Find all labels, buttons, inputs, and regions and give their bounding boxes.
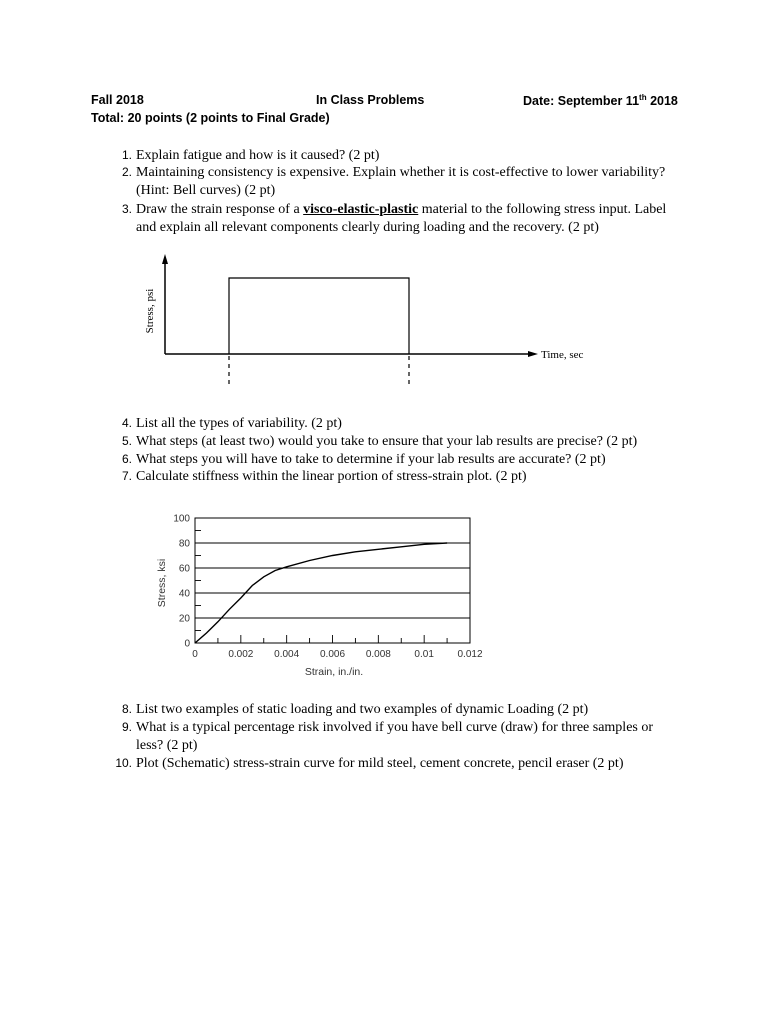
ss-y-tick-label: 60 [178, 563, 190, 575]
ss-y-tick-label: 80 [178, 538, 190, 550]
question-7: 7. Calculate stiffness within the linear portion of stress-strain plot. (2 pt) [121, 469, 527, 484]
question-6: 6. What steps you will have to take to determine if your lab results are accurate? (2 pt) [121, 452, 606, 467]
ss-y-label: Stress, ksi [156, 558, 168, 608]
ss-x-tick-label: 0.012 [457, 649, 483, 660]
ss-x-tick-label: 0.01 [414, 649, 434, 660]
question-1: 1. Explain fatigue and how is it caused? (2 pt) [121, 148, 380, 163]
question-10: 10. Plot (Schematic) stress-strain curve for mild steel, cement concrete, pencil eraser (2 pt) [115, 756, 624, 771]
ss-y-tick-label: 40 [178, 588, 190, 600]
ss-x-tick-label: 0.004 [274, 649, 300, 660]
term-label: Fall 2018 [91, 93, 144, 107]
ss-y-tick-label: 20 [178, 613, 190, 625]
ss-x-tick-label: 0.002 [228, 649, 254, 660]
ss-y-tick-label: 0 [184, 638, 190, 650]
stress-y-label: Stress, psi [144, 288, 156, 334]
question-9: 9. What is a typical percentage risk involved if you have bell curve (draw) for three samples or less? (2 pt) [121, 720, 654, 753]
page-title: In Class Problems [316, 93, 425, 107]
ss-y-tick-label: 100 [173, 513, 190, 525]
ss-x-tick-label: 0.008 [365, 649, 391, 660]
question-3: 3. Draw the strain response of a visco-elastic-plastic material to the following stress input. Label and explain all relevant components clearly during loading and the recovery. (2 pt) [121, 202, 667, 235]
ss-plot-frame [195, 518, 470, 643]
question-2: 2. Maintaining consistency is expensive. Explain whether it is cost-effective to lower variability? (Hint: Bell curves) (2 pt) [121, 165, 666, 198]
ss-x-tick-label: 0 [192, 649, 198, 660]
ss-x-label: Strain, in./in. [304, 666, 364, 678]
question-5: 5. What steps (at least two) would you take to ensure that your lab results are precise? (2 pt) [121, 434, 638, 449]
question-4: 4. List all the types of variability. (2 pt) [121, 416, 342, 431]
stress-x-label: Time, sec [541, 349, 584, 361]
date-label: Date: September 11th 2018 [523, 93, 678, 108]
question-8: 8. List two examples of static loading and two examples of dynamic Loading (2 pt) [121, 702, 589, 717]
ss-x-tick-label: 0.006 [319, 649, 346, 660]
total-points-label: Total: 20 points (2 points to Final Grade) [91, 111, 330, 125]
